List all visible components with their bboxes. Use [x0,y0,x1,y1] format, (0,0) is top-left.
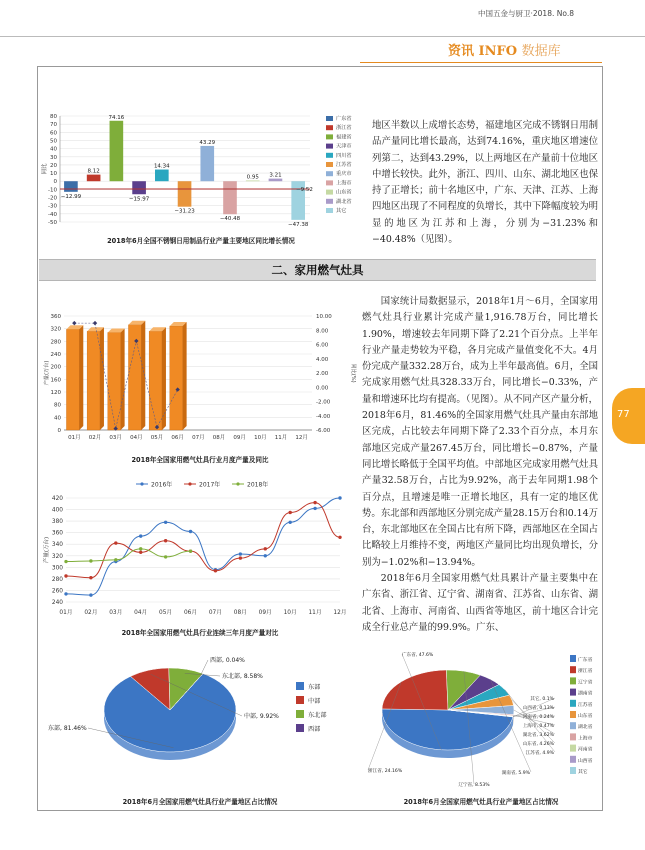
chart1-ytick: 70 [50,122,57,129]
chart1-ytick: -30 [48,203,57,210]
chart1-bar [178,181,192,206]
chart1-legend-swatch [326,208,333,213]
chart2-caption: 2018年全国家用燃气灶具行业月度产量及同比 [131,456,269,464]
chart3-point [114,541,117,544]
chart4-legend-label: 东北部 [308,712,327,719]
chart1-value-label: 0.95 [246,174,259,181]
chart1-bar [200,146,214,181]
chart2-xtick: 12月 [295,435,308,441]
chart1-value-label: 43.29 [199,139,216,146]
chart3-xtick: 01月 [59,610,73,616]
chart3-point [264,547,267,550]
chart2-xtick: 02月 [88,435,102,441]
chart3-ytick: 260 [51,588,63,595]
chart1-legend-swatch [326,116,333,121]
chart1-value-label: −40.48 [219,216,241,223]
chart3-ytick: 340 [51,542,63,549]
chart3-point [239,552,242,555]
chart4-legend-swatch [296,682,304,690]
chart3-xtick: 06月 [183,610,198,616]
chart2-ytick-right: 8.00 [316,328,329,335]
chart3-legend-marker [140,482,143,485]
chart3-legend-label: 2016年 [151,481,173,489]
chart3-xtick: 09月 [258,610,272,616]
chart4-legend-swatch [296,724,304,732]
chart1-caption: 2018年6月全国不锈钢日用制品行业产量主要地区同比增长情况 [107,237,295,245]
chart5-slice-label: 上海市, 0.47% [522,724,554,729]
section-en: INFO [478,44,518,59]
chart3-point [264,554,267,557]
chart5-legend-label: 广东省 [578,658,593,663]
chart4-caption: 2018年6月全国家用燃气灶具行业产量地区占比情况 [122,798,278,806]
chart3-xtick: 11月 [308,610,322,616]
chart3-point [239,556,242,559]
chart3-xtick: 05月 [159,610,173,616]
chart2-xtick: 11月 [274,435,288,441]
chart3-point [189,549,192,552]
chart3-point [313,507,316,510]
chart1-value-label: 14.34 [153,163,170,170]
frame-top [37,66,603,67]
chart5-legend-swatch [570,756,576,763]
chart1-value-label: −47.38 [288,221,309,228]
chart1-ytick: -10 [48,187,57,194]
chart1-legend-swatch [326,190,333,195]
chart1-bar [64,181,78,192]
chart5-slice-label: 河南省, 0.24% [522,715,554,720]
chart1-legend-label: 重庆市 [336,171,352,178]
chart1-legend-swatch [326,144,333,149]
chart1-legend-swatch [326,180,333,185]
chart5-legend-label: 其它 [578,770,588,775]
chart5-legend-swatch [570,700,576,707]
chart2-ytick-left: 40 [54,415,61,422]
chart5-slice-label: 山西省, 0.13% [522,706,554,711]
chart5-legend-swatch [570,666,576,673]
chart2-bar-side [121,328,125,430]
chart5-legend-label: 浙江省 [578,669,593,675]
chart1-legend-label: 山东省 [336,189,352,196]
chart1-ytick: 60 [50,130,57,137]
chart5-slice-label: 浙江省, 24.16% [368,769,403,774]
chart3-series-line [66,503,340,578]
chart1-value-label: 3.21 [269,172,282,179]
chart2-ytick-right: -6.00 [316,428,331,434]
chart2-ytick-left: 0 [57,428,61,434]
chart1-value-label: 8.12 [87,168,100,175]
chart5-legend-swatch [570,677,576,684]
chart5-legend-label: 湖北省 [578,725,593,731]
chart4-legend-label: 中部 [308,698,321,705]
section-heading: 二、家用燃气灶具 [271,263,364,277]
chart4-legend-swatch [296,696,304,704]
chart-stainless-growth [40,110,362,234]
chart5-legend-swatch [570,655,576,662]
chart1-legend-label: 广东省 [336,116,352,122]
chart3-ytick: 360 [51,530,63,537]
chart4-slice-label: 中部, 9.92% [244,713,279,720]
chart5-slice [382,670,448,710]
chart1-bar [223,181,237,214]
chart2-ytick-right: 4.00 [316,356,329,363]
chart2-ytick-left: 160 [50,377,61,384]
chart1-legend-swatch [326,162,333,167]
chart2-bar [66,329,79,430]
chart2-ytick-right: 2.00 [316,371,329,377]
chart5-legend-label: 江苏省 [578,702,593,708]
issue-number: 2018. No.8 [532,9,574,18]
chart2-ytick-right: 10.00 [316,314,332,320]
chart5-legend-label: 上海市 [578,736,593,742]
chart1-value-label: 74.16 [108,114,125,121]
chart3-point [189,530,192,533]
chart1-bar [110,121,124,181]
frame-bottom [37,810,603,811]
chart5-legend-swatch [570,745,576,752]
chart-province-pie [362,648,600,796]
chart3-ytick: 380 [51,519,63,526]
chart3-point [214,569,217,572]
chart1-legend-label: 四川省 [336,152,352,159]
chart1-ytick: -20 [48,195,57,202]
chart5-legend-swatch [570,767,576,774]
journal-name: 中国五金与厨卫 [478,9,531,18]
chart3-xtick: 03月 [109,610,123,616]
chart1-average-label: −9.52 [296,186,313,193]
chart3-legend-marker [236,482,239,485]
chart3-ylabel: 产量(万台) [44,536,50,564]
chart2-xtick: 03月 [109,435,122,441]
chart2-ytick-right: -2.00 [316,399,331,406]
chart3-xtick: 07月 [208,610,223,616]
chart3-point [89,576,92,579]
chart2-bar-side [100,327,104,430]
chart1-ytick: 30 [50,154,57,161]
chart1-bar [246,180,260,181]
chart2-bar-side [183,322,187,430]
chart5-slice-label: 湖北省, 3.62% [522,733,554,738]
chart1-bar [269,179,283,182]
chart2-bar-side [79,325,83,430]
chart3-point [114,558,117,561]
chart3-point [288,521,291,524]
chart3-xtick: 12月 [333,610,347,616]
chart2-ytick-left: 320 [50,326,61,333]
chart1-bar [155,170,169,182]
chart5-legend-swatch [570,722,576,729]
chart3-ytick: 420 [51,496,63,502]
chart5-legend-swatch [570,689,576,696]
section-title [448,40,561,59]
frame-right [602,66,603,811]
chart2-bar [170,326,183,430]
chart2-xtick: 08月 [212,435,226,441]
chart2-ylabel-right: 同比(%) [350,363,356,383]
chart3-legend-label: 2017年 [199,481,221,489]
chart5-slice-label: 广东省, 47.6% [402,653,434,658]
chart2-ytick-left: 80 [54,402,61,409]
chart-monthly-production [40,310,360,450]
chart5-caption: 2018年6月全国家用燃气灶具行业产量地区占比情况 [403,798,559,806]
chart3-caption: 2018年全国家用燃气灶具行业连续三年月度产量对比 [121,629,279,637]
chart1-legend-label: 上海市 [336,180,352,187]
chart4-legend-swatch [296,710,304,718]
chart1-ytick: 40 [50,146,57,153]
chart1-legend-label: 浙江省 [336,125,352,132]
chart3-legend-marker [188,482,191,485]
chart5-legend-label: 辽宁省 [578,680,593,686]
chart5-legend-swatch [570,711,576,718]
chart5-legend-label: 山东省 [578,714,593,719]
chart2-xtick: 09月 [233,435,246,441]
chart3-ytick: 240 [51,600,63,606]
chart1-legend-label: 天津市 [336,143,352,150]
chart3-point [164,539,167,542]
chart3-point [89,593,92,596]
chart1-ylabel: 同比 [42,163,48,175]
chart2-ytick-left: 200 [50,364,61,371]
section-rule [360,62,602,63]
chart2-yoy-point [93,321,97,325]
chart1-ytick: 50 [50,138,57,145]
chart4-legend-label: 东部 [308,684,321,691]
chart3-ytick: 300 [51,565,63,572]
chart1-legend-swatch [326,125,333,130]
chart1-legend-swatch [326,134,333,139]
chart1-ytick: 80 [50,114,57,120]
chart5-legend-label: 山西省 [578,758,593,764]
chart1-ytick: 20 [50,162,57,169]
chart5-legend-swatch [570,733,576,740]
chart3-ytick: 280 [51,576,63,583]
chart3-point [164,521,167,524]
chart3-point [139,547,142,550]
chart4-slice-label: 东部, 81.46% [48,725,87,732]
chart3-ytick: 320 [51,553,63,560]
chart2-xtick: 10月 [254,435,267,441]
chart3-point [338,496,341,499]
chart2-xtick: 04月 [130,435,143,441]
chart2-ylabel-left: 产量(万台) [44,360,50,386]
journal-header: 中国五金与厨卫·2018. No.8 [478,9,574,18]
chart-three-year-comparison [40,474,360,624]
chart1-legend-swatch [326,153,333,158]
chart1-legend-swatch [326,199,333,204]
chart1-ytick: -40 [48,211,57,218]
chart3-ytick: 400 [51,507,63,514]
paragraph-top-right-text: 地区半数以上成增长态势，福建地区完成不锈钢日用制品产量同比增长最高，达到74.16%，重庆地区增速位列第二，达到43.29%，以上两地区在产量前十位地区中增长较快。此外，浙江、四川、山东、湖北地区也保持了正增长；前十名地区中，广东、天津、江苏、上海四地区出现了不同程度的负增长，其中下降幅度较为明显的地区为江苏和上海，分别为−31.23%和−40.48%（见图）。 [372,120,598,246]
chart2-ytick-left: 240 [50,352,61,358]
chart3-point [89,559,92,562]
chart1-value-label: −31.23 [174,208,195,215]
chart2-ytick-left: 120 [50,390,61,396]
chart1-bar [132,181,146,194]
chart1-ytick: 0 [53,179,57,186]
chart2-bar [87,331,100,430]
paragraph-main-1: 国家统计局数据显示，2018年1月～6月，全国家用燃气灶具行业累计完成产量1,916.78万台，同比增长1.90%，增速较去年同期下降了2.21个百分点。上半年行业产量走势较为平稳，各月完成产量值变化不大。4月份完成产量332.28万台，成为上半年最高值。6月，全国完成家用燃气灶具328.33万台，同比增长−0.33%，产量和增速环比均有提高。（见图）。从不同产区产量分析，2018年6月，81.46%的全国家用燃气灶具产量由东部地区完成，占比较去年同期下降了2.33个百分点，本月东部地区完成产量267.45万台，同比增长−0.87%，产量同比增长略低于全国平均值。中部地区完成家用燃气灶具产量32.58万台，占比为9.92%，高于去年同期1.98个百分点，且增速是唯一正增长地区，具有一定的地区优势。东北部和西部地区分别完成产量28.15万台和0.14万台，东北部地区在全国占比有所下降，西部地区在全国占比略较上月维持不变，两地区产量同比均出现负增长，分别为−1.02%和−13.94%。 [362,296,598,568]
frame-left [37,66,38,811]
chart2-ytick-left: 280 [50,339,61,346]
chart2-yoy-point [72,321,76,325]
chart2-ytick-right: -4.00 [316,413,331,420]
section-sub: 数据库 [521,44,561,59]
chart5-legend-label: 河南省 [578,747,593,753]
chart3-series-line [66,549,191,562]
chart3-point [64,592,67,595]
chart3-xtick: 04月 [134,610,148,616]
chart2-ytick-right: 6.00 [316,342,329,349]
page-number: 77 [617,409,630,420]
chart3-xtick: 02月 [84,610,98,616]
chart5-legend-label: 湖南省 [578,691,593,697]
chart1-legend-label: 其它 [336,208,347,214]
chart5-slice-label: 山东省, 4.26% [522,742,554,747]
chart3-point [164,555,167,558]
paragraph-top-right [372,118,598,248]
chart3-point [288,511,291,514]
chart3-xtick: 10月 [283,610,297,616]
chart1-legend-label: 江苏省 [336,162,352,168]
chart3-series-line [66,498,340,595]
chart1-value-label: −15.97 [128,196,150,203]
chart5-slice-label: 其它, 0.1% [530,697,554,702]
chart3-legend-label: 2018年 [247,481,269,489]
chart3-xtick: 08月 [233,610,247,616]
chart4-legend-label: 西部 [308,726,321,733]
chart-region-pie [40,648,360,796]
chart2-xtick: 01月 [68,435,81,441]
chart3-point [139,534,142,537]
paragraph-main-2: 2018年6月全国家用燃气灶具累计产量主要集中在广东省、浙江省、辽宁省、湖南省、江苏省、山东省、湖北省、上海市、河南省、山西省等地区，前十地区合计完成全行业总产量的99.9%。广东、 [362,573,598,633]
chart1-legend-swatch [326,171,333,176]
chart2-xtick: 05月 [150,435,164,441]
chart2-bar-side [162,327,166,430]
section-heading-band [39,259,596,281]
paragraph-main [362,294,598,636]
chart1-legend-label: 福建省 [336,134,352,141]
chart5-slice-label: 江苏省, 4.9% [525,751,554,756]
chart2-xtick: 06月 [171,435,184,441]
chart1-value-label: −12.99 [60,193,82,200]
chart1-ytick: -50 [48,220,57,226]
chart1-legend-label: 湖北省 [336,198,352,205]
chart2-bar [149,331,162,430]
chart2-ytick-right: 0.00 [316,385,329,392]
chart3-point [64,560,67,563]
chart4-slice-label: 东北部, 8.58% [222,673,263,680]
chart4-slice-label: 西部, 0.04% [210,657,245,664]
chart3-point [313,501,316,504]
section-cn: 资讯 [448,44,475,59]
chart3-point [338,536,341,539]
chart2-ytick-left: 360 [50,314,61,320]
chart5-slice-label: 湖南省, 5.9% [501,771,530,776]
chart3-point [64,574,67,577]
chart3-point [139,551,142,554]
chart1-ytick: 10 [50,171,57,178]
chart2-xtick: 07月 [192,435,205,441]
header-divider [0,36,645,37]
chart5-slice-label: 辽宁省, 8.53% [458,783,490,788]
chart1-bar [87,175,101,182]
